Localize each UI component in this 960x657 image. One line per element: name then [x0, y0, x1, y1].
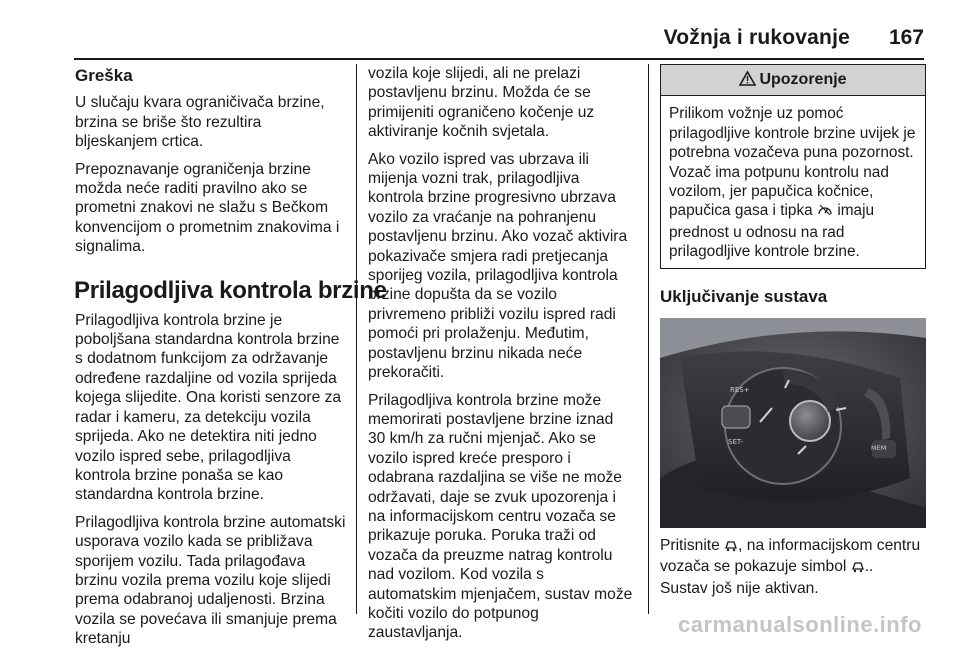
paragraph: Prilagodljiva kontrola brzine automatski usporava vozilo kada se približava sporijem vozilu. Tada prilagođava brzinu vozila prema vozilu koje slijedi prema odabranoj udaljenosti. Brzina vozila se povećava ili smanjuje prema kretanju	[75, 513, 346, 648]
steering-wheel-controls-photo	[660, 318, 926, 528]
warning-box	[660, 64, 926, 269]
paragraph: U slučaju kvara ograničivača brzine, brzina se briše što rezultira bljeskanjem crtica.	[75, 94, 325, 151]
page-number: 167	[888, 26, 924, 49]
warning-body	[661, 96, 925, 267]
watermark: carmanualsonline.info	[678, 612, 922, 637]
paragraph: vozila koje slijedi, ali ne prelazi postavljenu brzinu. Možda će se primijeniti ograničeno kočenje uz aktiviranje kočnih svjetala.	[368, 65, 595, 141]
instruction-text: , na informacijskom centru vozača se pokazuje simbol	[660, 537, 921, 576]
activation-instruction	[660, 536, 926, 598]
cruise-control-cancel-icon	[817, 203, 833, 222]
error-heading: Greška	[75, 66, 133, 85]
column-left	[74, 64, 387, 657]
paragraph: Prilagodljiva kontrola brzine je poboljšana standardna kontrola brzine s dodatnom funkcijom za održavanje određene razdaljine od vozila sprijeda kojega slijedite. Ona koristi senzore za radar i kameru, za detekciju vozila sprijeda. Ako ne detektira niti jedno vozilo ispred sebe, prilagodljiva kontrola brzine ponaša se kao standardna kontrola brzine.	[75, 311, 342, 504]
acc-button-icon	[724, 538, 738, 557]
paragraph: Ako vozilo ispred vas ubrzava ili mijenja vozni trak, prilagodljiva kontrola brzine progresivno ubrzava vozilo za vraćanje na pohranjenu postavljenu brzinu. Ako vozač aktivira pokazivače smjera radi pretjecanja sporijeg vozila, prilagodljiva kontrola brzine dopušta da se vozilo privremeno približi vozilu ispred radi pomoći pri prolaženju. Međutim, postavljenu brzinu nikada neće prekoračiti.	[368, 150, 628, 382]
column-divider-right	[648, 64, 649, 614]
header-title: Vožnja i rukovanje	[663, 26, 850, 49]
page-header	[0, 24, 960, 58]
photo-label-mem: MEM	[871, 444, 887, 453]
warning-text: imaju prednost u odnosu na rad prilagodljive kontrole brzine.	[669, 202, 875, 261]
acc-symbol-icon	[851, 559, 865, 578]
instruction-text: ..	[864, 558, 874, 576]
warning-title: Upozorenje	[759, 71, 847, 88]
instruction-text: Sustav još nije aktivan.	[660, 579, 819, 597]
column-middle	[368, 64, 634, 651]
column-divider-left	[356, 64, 357, 614]
header-rule	[74, 58, 924, 60]
photo-label-set: SET-	[728, 438, 744, 447]
instruction-text: Pritisnite	[660, 537, 720, 555]
paragraph: Prilagodljiva kontrola brzine može memorirati postavljene brzine iznad 30 km/h za ručni mjenjač. Ako se vozilo ispred kreće presporo i odabrana razdaljina se više ne može održavati, daje se zvuk upozorenja i na informacijskom centru vozača se prikazuje poruka. Poruka traži od vozača da preuzme natrag kontrolu nad vozilom. Kod vozila s automatskim mjenjačem, sustav može kočiti vozilo do potpunog zaustavljanja.	[368, 391, 633, 642]
warning-header	[661, 65, 925, 96]
paragraph: Prepoznavanje ograničenja brzine možda neće raditi pravilno ako se prometni znakovi ne slažu s Bečkom konvencijom o prometnim znakovima i signalima.	[75, 160, 340, 256]
photo-label-res: RES+	[730, 386, 750, 395]
section-title-activation: Uključivanje sustava	[660, 286, 828, 306]
warning-triangle-icon	[739, 71, 756, 91]
section-title-acc: Prilagodljiva kontrola brzine	[74, 276, 387, 304]
warning-text: Prilikom vožnje uz pomoć prilagodljive kontrole brzine uvijek je potrebna vozačeva puna pozornost. Vozač ima potpunu kontrolu nad vozilom, jer papučica kočnice, papučica gasa i tipka	[669, 105, 916, 220]
column-right	[660, 64, 926, 606]
